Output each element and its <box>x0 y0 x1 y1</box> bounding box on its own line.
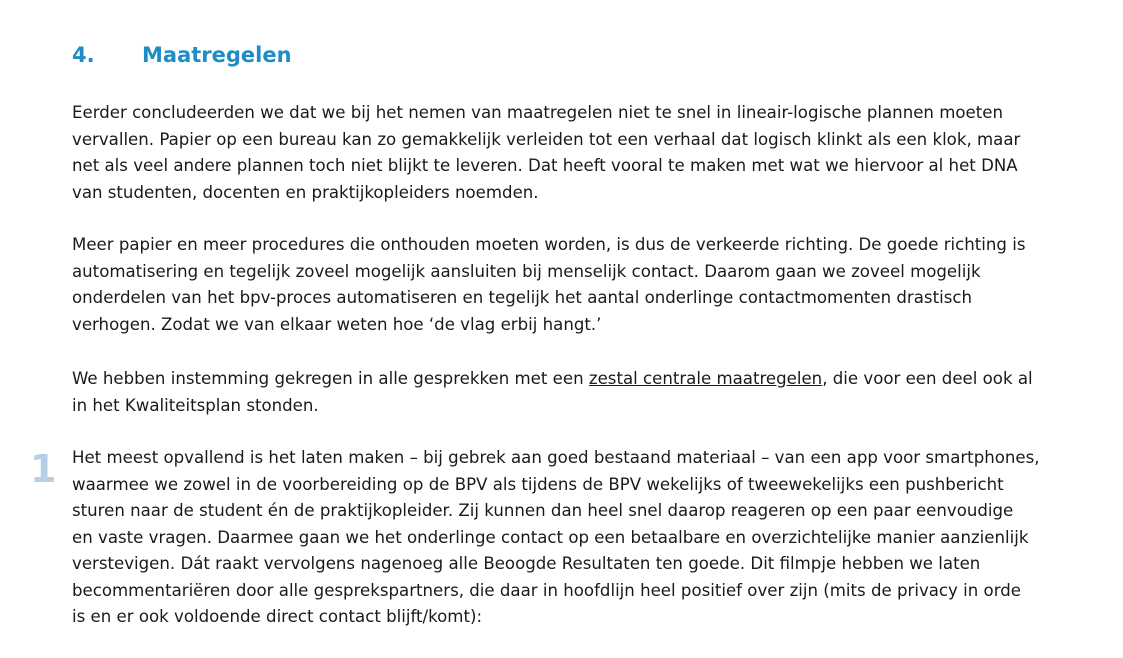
paragraph-line: becommentariëren door alle gesprekspartners, die daar in hoofdlijn heel positief over zijn (mits de privacy in orde <box>72 580 1021 600</box>
paragraph-line: automatisering en tegelijk zoveel mogelijk aansluiten bij menselijk contact. Daarom gaan we zoveel mogelijk <box>72 261 981 281</box>
paragraph-4 <box>72 445 1102 631</box>
paragraph-2 <box>72 232 1102 338</box>
paragraph-line: Het meest opvallend is het laten maken – bij gebrek aan goed bestaand materiaal – van een app voor smartphones, <box>72 448 1040 467</box>
paragraph-line: verhogen. Zodat we van elkaar weten hoe ‘de vlag erbij hangt.’ <box>72 314 602 334</box>
paragraph-line <box>72 366 1102 393</box>
paragraph-line: sturen naar de student én de praktijkopleider. Zij kunnen dan heel snel daarop reageren op een paar eenvoudige <box>72 501 1014 520</box>
paragraph-line: en vaste vragen. Daarmee gaan we het onderlinge contact op een betaalbare en overzichtelijke manier aanzienlijk <box>72 527 1029 547</box>
paragraph-text: , die voor een deel ook al <box>822 369 1033 388</box>
paragraph-line: verstevigen. Dát raakt vervolgens nagenoeg alle Beoogde Resultaten ten goede. Dit filmpje hebben we laten <box>72 554 981 573</box>
paragraph-marker: 1 <box>30 447 57 491</box>
paragraph-line: vervallen. Papier op een bureau kan zo gemakkelijk verleiden tot een verhaal dat logisch klinkt als een klok, maar <box>72 129 1021 149</box>
section-heading <box>72 43 292 67</box>
maatregelen-link[interactable]: zestal centrale maatregelen <box>588 369 823 388</box>
paragraph-line: Eerder concludeerden we dat we bij het nemen van maatregelen niet te snel in lineair-logische plannen moeten <box>72 103 1003 122</box>
paragraph-line: net als veel andere plannen toch niet blijkt te leveren. Dat heeft vooral te maken met wat we hiervoor al het DNA <box>72 156 1018 175</box>
paragraph-text: We hebben instemming gekregen in alle gesprekken met een <box>72 369 589 388</box>
paragraph-line: Meer papier en meer procedures die onthouden moeten worden, is dus de verkeerde richting. De goede richting is <box>72 235 1026 254</box>
paragraph-3 <box>72 366 1102 419</box>
paragraph-line: in het Kwaliteitsplan stonden. <box>72 395 319 415</box>
paragraph-line: van studenten, docenten en praktijkopleiders noemden. <box>72 182 539 202</box>
section-number: 4. <box>72 43 95 67</box>
paragraph-line: waarmee we zowel in de voorbereiding op de BPV als tijdens de BPV wekelijks of tweewekelijks een pushbericht <box>72 474 1004 494</box>
section-title: Maatregelen <box>142 43 292 67</box>
paragraph-line: is en er ook voldoende direct contact blijft/komt): <box>72 607 483 626</box>
paragraph-1 <box>72 100 1102 206</box>
paragraph-line: onderdelen van het bpv-proces automatiseren en tegelijk het aantal onderlinge contactmomenten drastisch <box>72 288 972 307</box>
